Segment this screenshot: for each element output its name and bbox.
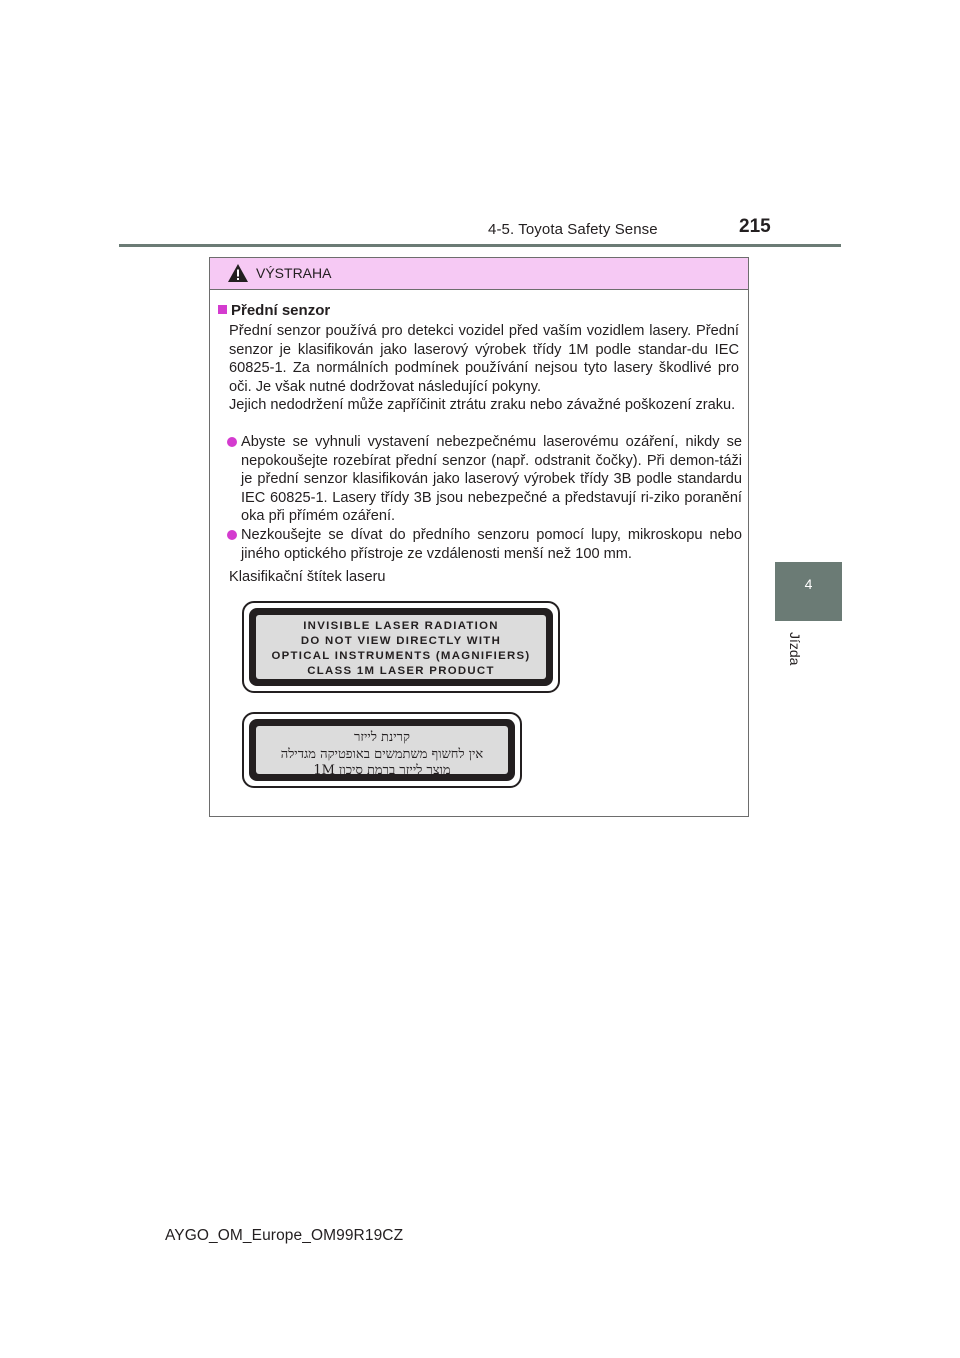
warning-triangle-icon <box>227 263 249 283</box>
paragraph: Přední senzor používá pro detekci vozidel před vaším vozidlem lasery. Přední senzor je klasifikován jako laserový výrobek třídy 1M podle standar-du IEC 60825-1. Za normálních podmínek používání nejsou tyto lasery škodlivé pro oči. Je však nutné dodržovat následující pokyny. <box>229 323 739 395</box>
section-heading <box>218 302 330 319</box>
section-title: 4-5. Toyota Safety Sense <box>488 221 658 238</box>
laser-label-line: CLASS 1M LASER PRODUCT <box>307 665 495 677</box>
laser-label-line: אין לחשוף משתמשים באופטיקה מגדילה <box>280 746 484 762</box>
laser-label-panel <box>256 615 546 679</box>
document-code: AYGO_OM_Europe_OM99R19CZ <box>165 1227 404 1244</box>
bullet-item <box>227 526 742 563</box>
laser-label-border <box>249 719 515 781</box>
square-bullet-icon <box>218 305 227 314</box>
chapter-tab <box>775 562 842 621</box>
bullet-text: Abyste se vyhnuli vystavení nebezpečnému laserovému ozáření, nikdy se nepokoušejte rozebírat přední senzor (např. odstranit čočky). Při demon-táži je přední senzor klasifikován jako laserový výrobek třídy 3B podle standardu IEC 60825-1. Lasery třídy 3B jsou nebezpečné a představují ri-ziko poranění oka při přímém ozáření. <box>241 434 742 525</box>
warning-header <box>210 258 748 290</box>
bullet-text: Nezkoušejte se dívat do předního senzoru pomocí lupy, mikroskopu nebo jiného optického přístroje ze vzdálenosti menší než 100 mm. <box>241 527 742 562</box>
laser-label-line: OPTICAL INSTRUMENTS (MAGNIFIERS) <box>271 650 531 662</box>
laser-label-line: קרינת לייזר <box>354 730 410 745</box>
laser-label-hebrew <box>242 712 522 788</box>
bullet-item <box>227 433 742 526</box>
label-caption: Klasifikační štítek laseru <box>229 569 386 585</box>
laser-label-line: DO NOT VIEW DIRECTLY WITH <box>300 635 502 647</box>
laser-label-line: מוצר לייזר ברמת סיכון 1M <box>313 763 451 778</box>
chapter-number: 4 <box>804 576 813 592</box>
laser-label-english <box>242 601 560 693</box>
warning-title: VÝSTRAHA <box>256 265 332 281</box>
bullet-dot-icon <box>227 530 237 540</box>
laser-label-border <box>249 608 553 686</box>
section-heading-text: Přední senzor <box>231 302 331 319</box>
chapter-title: Jízda <box>787 632 803 666</box>
paragraph: Jejich nedodržení může zapříčinit ztrátu zraku nebo závažné poškození zraku. <box>229 397 736 413</box>
bullet-dot-icon <box>227 437 237 447</box>
page-number: 215 <box>739 216 771 237</box>
header-divider <box>119 244 841 247</box>
laser-label-panel <box>256 726 508 778</box>
laser-label-line: INVISIBLE LASER RADIATION <box>303 620 499 632</box>
